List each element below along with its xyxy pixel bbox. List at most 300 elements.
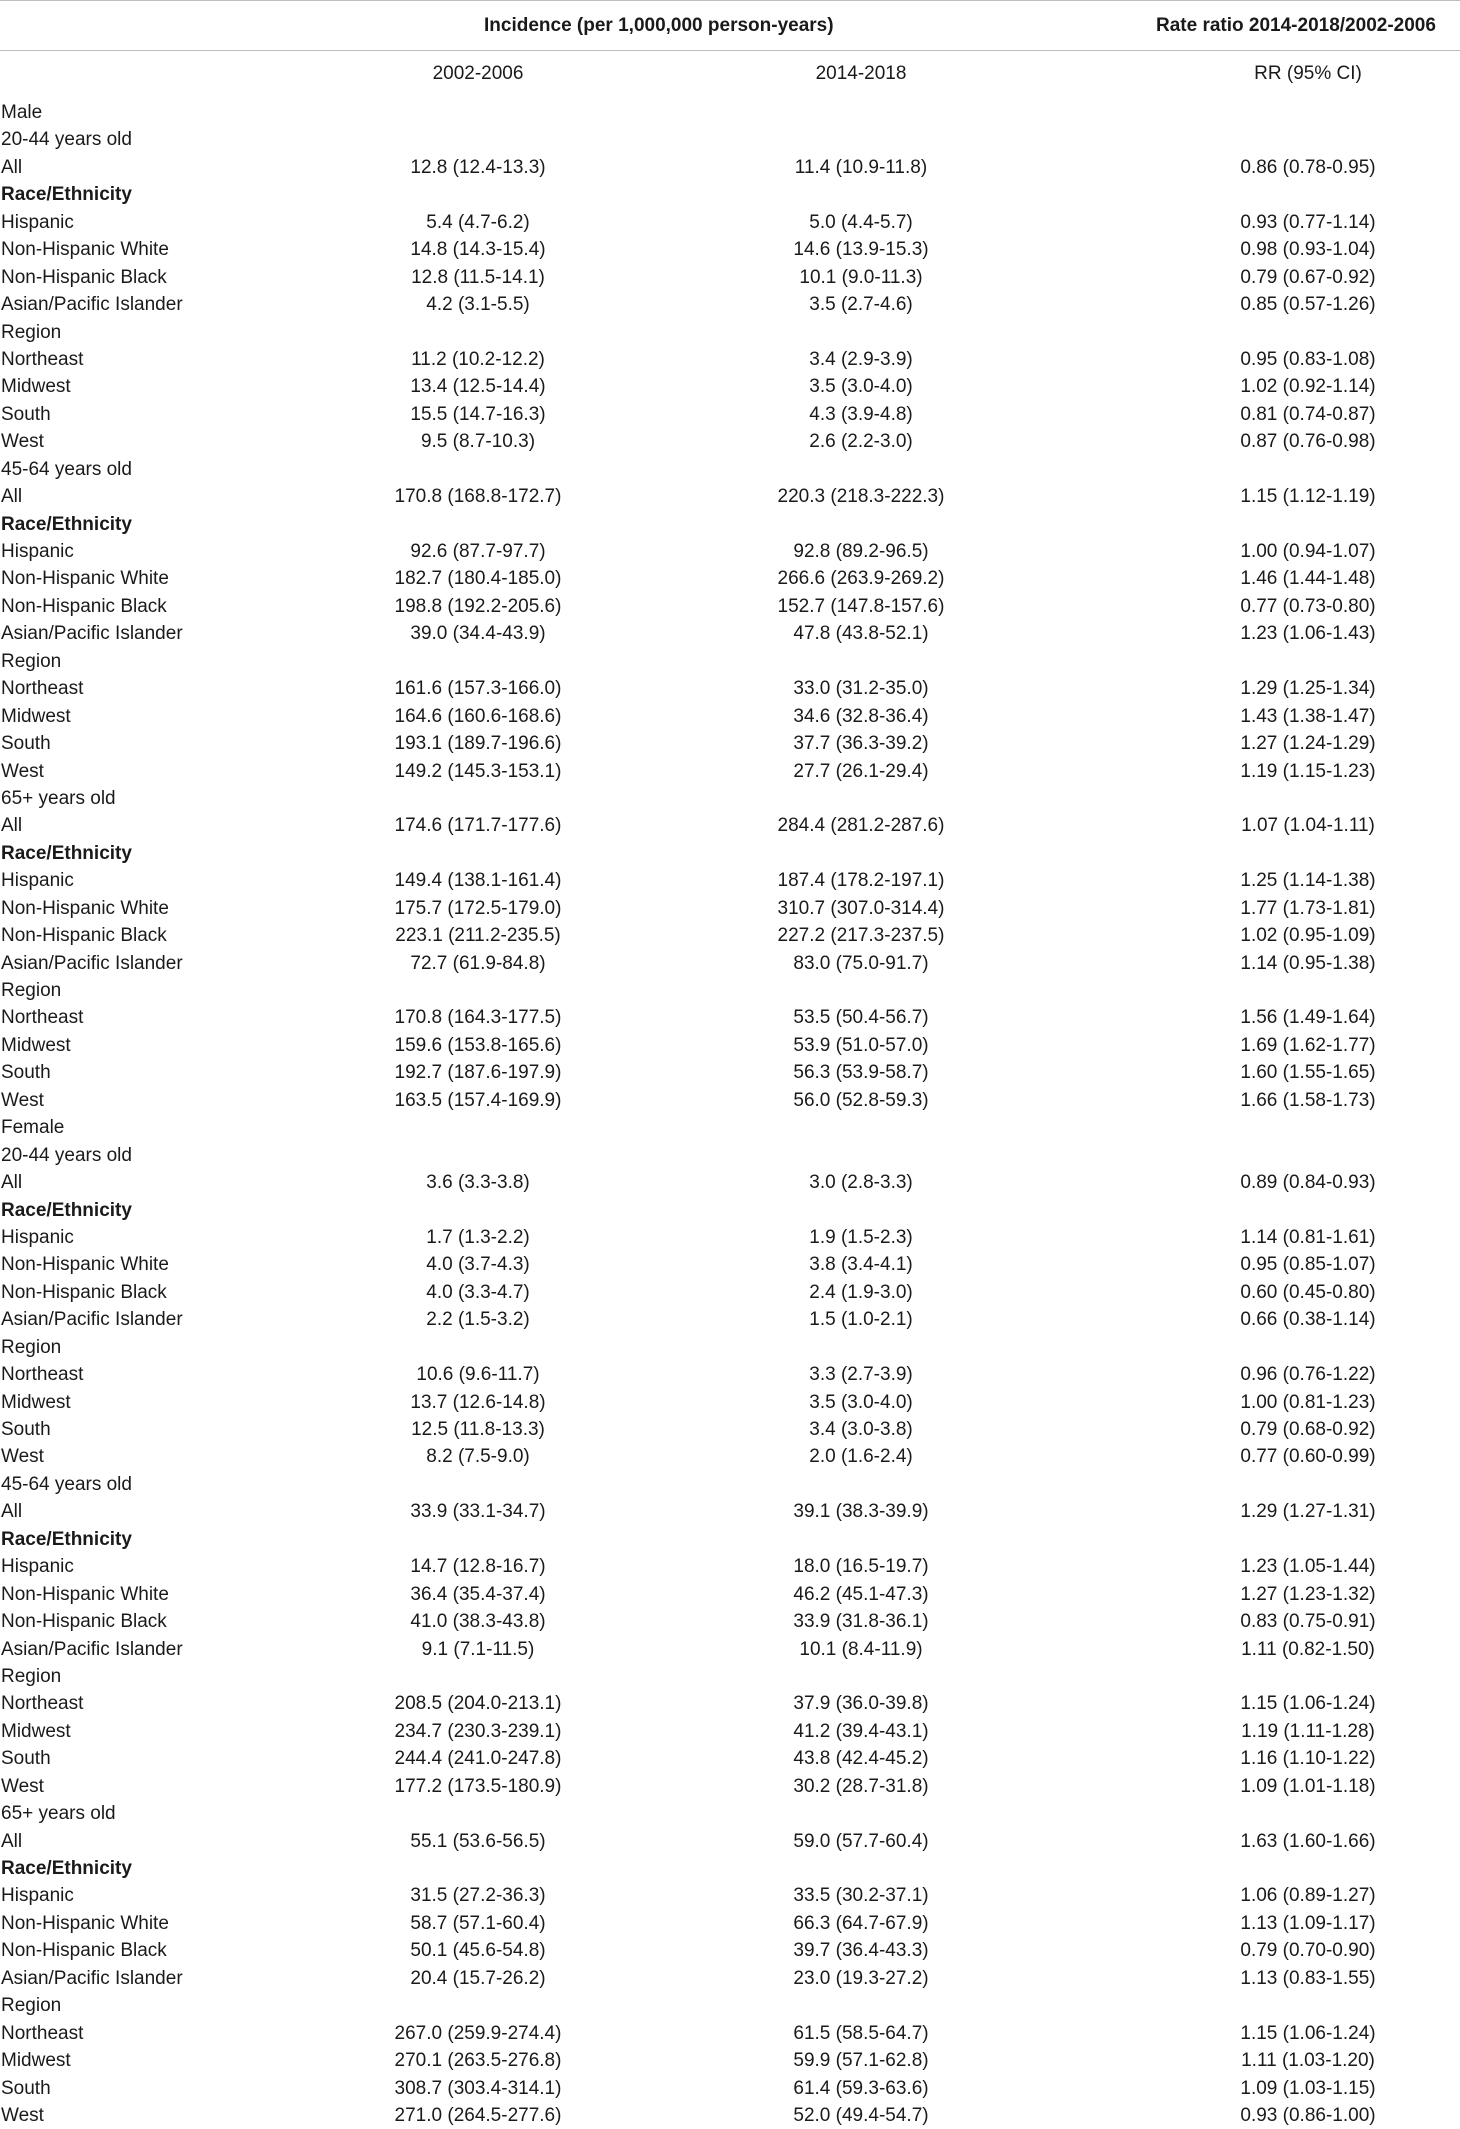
table-row <box>0 1224 1460 1251</box>
row-label: 65+ years old <box>1 1803 116 1825</box>
table-row <box>0 1992 1460 2019</box>
cell-2014-2018: 33.9 (31.8-36.1) <box>793 1611 929 1633</box>
cell-2002-2006: 13.7 (12.6-14.8) <box>410 1391 546 1413</box>
table-row <box>0 565 1460 592</box>
table-row <box>0 840 1460 867</box>
row-label: Non-Hispanic Black <box>1 1281 167 1303</box>
table-row <box>0 209 1460 236</box>
cell-rr: 1.60 (1.55-1.65) <box>1240 1062 1376 1084</box>
cell-2014-2018: 56.0 (52.8-59.3) <box>793 1089 929 1111</box>
cell-2002-2006: 198.8 (192.2-205.6) <box>394 595 562 617</box>
cell-2014-2018: 3.3 (2.7-3.9) <box>809 1364 913 1386</box>
cell-2014-2018: 30.2 (28.7-31.8) <box>793 1775 929 1797</box>
table-row <box>0 1910 1460 1937</box>
cell-2002-2006: 14.7 (12.8-16.7) <box>410 1556 546 1578</box>
row-label: Race/Ethnicity <box>1 513 132 535</box>
table-row <box>0 1498 1460 1525</box>
table-row <box>0 730 1460 757</box>
cell-2014-2018: 56.3 (53.9-58.7) <box>793 1062 929 1084</box>
row-label: Midwest <box>1 1034 71 1056</box>
cell-rr: 0.85 (0.57-1.26) <box>1240 294 1376 316</box>
cell-2014-2018: 220.3 (218.3-222.3) <box>777 486 945 508</box>
table-row <box>0 1279 1460 1306</box>
row-label: Asian/Pacific Islander <box>1 952 183 974</box>
cell-rr: 1.16 (1.10-1.22) <box>1240 1748 1376 1770</box>
row-label: 65+ years old <box>1 787 116 809</box>
table-row <box>0 1745 1460 1772</box>
row-label: West <box>1 2104 44 2126</box>
cell-2014-2018: 59.9 (57.1-62.8) <box>793 2050 929 2072</box>
row-label: Non-Hispanic Black <box>1 925 167 947</box>
row-label: Hispanic <box>1 541 74 562</box>
cell-2002-2006: 175.7 (172.5-179.0) <box>394 897 562 919</box>
cell-2002-2006: 72.7 (61.9-84.8) <box>410 952 546 974</box>
cell-rr: 0.77 (0.73-0.80) <box>1240 595 1376 617</box>
cell-rr: 1.29 (1.27-1.31) <box>1240 1501 1376 1523</box>
cell-2002-2006: 270.1 (263.5-276.8) <box>394 2050 562 2072</box>
cell-rr: 1.11 (0.82-1.50) <box>1241 1638 1375 1660</box>
cell-2014-2018: 23.0 (19.3-27.2) <box>793 1967 929 1989</box>
table-row <box>0 1581 1460 1608</box>
cell-2014-2018: 10.1 (8.4-11.9) <box>799 1638 923 1660</box>
cell-rr: 1.15 (1.06-1.24) <box>1240 2022 1376 2044</box>
table-row <box>0 1142 1460 1169</box>
table-row <box>0 99 1460 126</box>
row-label: All <box>1 815 23 837</box>
cell-2014-2018: 4.3 (3.9-4.8) <box>809 403 913 425</box>
cell-rr: 1.56 (1.49-1.64) <box>1240 1007 1376 1029</box>
cell-2002-2006: 31.5 (27.2-36.3) <box>410 1885 546 1907</box>
row-label: South <box>1 1748 51 1770</box>
cell-2014-2018: 1.9 (1.5-2.3) <box>809 1226 913 1248</box>
cell-2014-2018: 39.1 (38.3-39.9) <box>793 1501 929 1523</box>
table-row <box>0 291 1460 318</box>
cell-rr: 0.95 (0.83-1.08) <box>1240 348 1376 370</box>
cell-2014-2018: 266.6 (263.9-269.2) <box>777 568 945 590</box>
cell-2002-2006: 8.2 (7.5-9.0) <box>426 1446 530 1468</box>
cell-rr: 0.79 (0.67-0.92) <box>1240 266 1376 288</box>
cell-rr: 1.27 (1.24-1.29) <box>1240 733 1376 755</box>
table-row <box>0 620 1460 647</box>
row-label: Asian/Pacific Islander <box>1 623 183 645</box>
cell-2002-2006: 13.4 (12.5-14.4) <box>410 376 546 398</box>
table-row <box>0 1663 1460 1690</box>
cell-2014-2018: 92.8 (89.2-96.5) <box>793 541 929 562</box>
cell-2002-2006: 164.6 (160.6-168.6) <box>394 705 562 727</box>
cell-2002-2006: 4.2 (3.1-5.5) <box>426 294 530 316</box>
cell-2002-2006: 14.8 (14.3-15.4) <box>410 239 546 261</box>
table-row <box>0 922 1460 949</box>
table-row <box>0 1169 1460 1196</box>
row-label: Race/Ethnicity <box>1 842 132 864</box>
cell-2014-2018: 61.5 (58.5-64.7) <box>793 2022 929 2044</box>
cell-rr: 0.98 (0.93-1.04) <box>1240 239 1376 261</box>
row-label: Non-Hispanic White <box>1 1583 169 1605</box>
cell-2014-2018: 227.2 (217.3-237.5) <box>777 925 945 947</box>
cell-2002-2006: 4.0 (3.7-4.3) <box>426 1254 530 1276</box>
cell-2014-2018: 53.5 (50.4-56.7) <box>793 1007 929 1029</box>
row-label: West <box>1 1446 44 1468</box>
table-row <box>0 1443 1460 1470</box>
cell-2002-2006: 58.7 (57.1-60.4) <box>410 1912 546 1934</box>
cell-2014-2018: 39.7 (36.4-43.3) <box>793 1940 929 1962</box>
cell-2014-2018: 3.8 (3.4-4.1) <box>809 1254 913 1276</box>
cell-2014-2018: 46.2 (45.1-47.3) <box>793 1583 929 1605</box>
table-row <box>0 154 1460 181</box>
cell-2002-2006: 170.8 (168.8-172.7) <box>394 486 562 508</box>
table-row <box>0 812 1460 839</box>
cell-rr: 0.77 (0.60-0.99) <box>1240 1446 1376 1468</box>
row-label: Region <box>1 650 62 672</box>
cell-rr: 1.11 (1.03-1.20) <box>1241 2050 1375 2072</box>
table-row <box>0 1608 1460 1635</box>
table-row <box>0 1416 1460 1443</box>
cell-2014-2018: 11.4 (10.9-11.8) <box>794 156 928 178</box>
cell-rr: 0.79 (0.70-0.90) <box>1240 1940 1376 1962</box>
cell-2002-2006: 12.8 (11.5-14.1) <box>411 266 545 288</box>
cell-rr: 1.66 (1.58-1.73) <box>1240 1089 1376 1111</box>
row-label: Northeast <box>1 1364 84 1386</box>
cell-rr: 1.63 (1.60-1.66) <box>1240 1830 1376 1852</box>
table-row <box>0 428 1460 455</box>
cell-2002-2006: 9.1 (7.1-11.5) <box>421 1638 535 1660</box>
col-header-2002-2006: 2002-2006 <box>432 63 524 84</box>
table-row <box>0 346 1460 373</box>
row-label: West <box>1 1775 44 1797</box>
cell-rr: 1.23 (1.05-1.44) <box>1240 1556 1376 1578</box>
cell-rr: 0.86 (0.78-0.95) <box>1240 156 1376 178</box>
cell-2014-2018: 61.4 (59.3-63.6) <box>793 2077 929 2099</box>
row-label: South <box>1 403 51 425</box>
row-label: Region <box>1 1336 62 1358</box>
cell-2002-2006: 192.7 (187.6-197.9) <box>394 1062 562 1084</box>
cell-rr: 0.93 (0.86-1.00) <box>1240 2104 1376 2126</box>
table-row <box>0 1306 1460 1333</box>
cell-2002-2006: 170.8 (164.3-177.5) <box>394 1007 562 1029</box>
cell-2014-2018: 83.0 (75.0-91.7) <box>793 952 929 974</box>
row-label: Non-Hispanic Black <box>1 266 167 288</box>
table-row <box>0 1855 1460 1882</box>
cell-2002-2006: 271.0 (264.5-277.6) <box>394 2104 562 2126</box>
cell-rr: 1.43 (1.38-1.47) <box>1240 705 1376 727</box>
row-label: Northeast <box>1 1693 84 1715</box>
table-row <box>0 181 1460 208</box>
table-row <box>0 483 1460 510</box>
cell-2014-2018: 52.0 (49.4-54.7) <box>793 2104 929 2126</box>
row-label: Non-Hispanic White <box>1 897 169 919</box>
cell-rr: 1.69 (1.62-1.77) <box>1240 1034 1376 1056</box>
row-label: Female <box>1 1117 65 1139</box>
row-label: Midwest <box>1 705 71 727</box>
cell-2014-2018: 59.0 (57.7-60.4) <box>793 1830 929 1852</box>
row-label: Male <box>1 102 43 123</box>
row-label: Non-Hispanic White <box>1 239 169 261</box>
cell-2014-2018: 3.4 (2.9-3.9) <box>809 348 913 370</box>
cell-rr: 0.93 (0.77-1.14) <box>1240 211 1376 233</box>
table-row <box>0 511 1460 538</box>
row-label: All <box>1 486 23 508</box>
row-label: Race/Ethnicity <box>1 184 132 206</box>
table-subheader <box>0 51 1460 99</box>
table-row <box>0 1690 1460 1717</box>
row-label: Asian/Pacific Islander <box>1 1309 183 1331</box>
row-label: 45-64 years old <box>1 1473 132 1495</box>
table-row <box>0 1526 1460 1553</box>
table-row <box>0 1965 1460 1992</box>
table-row <box>0 895 1460 922</box>
rate-ratio-header: Rate ratio 2014-2018/2002-2006 <box>1156 15 1436 36</box>
table-row <box>0 867 1460 894</box>
row-label: South <box>1 2077 51 2099</box>
table-row <box>0 785 1460 812</box>
cell-2014-2018: 2.6 (2.2-3.0) <box>809 431 913 453</box>
table-row <box>0 648 1460 675</box>
cell-rr: 1.29 (1.25-1.34) <box>1240 678 1376 700</box>
row-label: Non-Hispanic White <box>1 568 169 590</box>
table-row <box>0 1773 1460 1800</box>
table-row <box>0 264 1460 291</box>
col-header-2014-2018: 2014-2018 <box>815 63 907 84</box>
table-row <box>0 538 1460 565</box>
cell-2014-2018: 27.7 (26.1-29.4) <box>793 760 929 782</box>
cell-2002-2006: 149.2 (145.3-153.1) <box>394 760 562 782</box>
row-label: South <box>1 733 51 755</box>
cell-rr: 1.77 (1.73-1.81) <box>1240 897 1376 919</box>
cell-2014-2018: 3.0 (2.8-3.3) <box>809 1172 913 1194</box>
cell-2014-2018: 284.4 (281.2-287.6) <box>777 815 945 837</box>
cell-2014-2018: 37.7 (36.3-39.2) <box>793 733 929 755</box>
cell-rr: 0.79 (0.68-0.92) <box>1240 1419 1376 1440</box>
row-label: 20-44 years old <box>1 1144 132 1166</box>
table-row <box>0 758 1460 785</box>
cell-2002-2006: 15.5 (14.7-16.3) <box>410 403 546 425</box>
cell-rr: 1.02 (0.92-1.14) <box>1240 376 1376 398</box>
cell-2002-2006: 33.9 (33.1-34.7) <box>410 1501 546 1523</box>
table-row <box>0 373 1460 400</box>
cell-2002-2006: 208.5 (204.0-213.1) <box>394 1693 562 1715</box>
cell-rr: 0.81 (0.74-0.87) <box>1240 403 1376 425</box>
table-row <box>0 1389 1460 1416</box>
row-label: West <box>1 431 44 453</box>
row-label: 45-64 years old <box>1 458 132 480</box>
col-header-rr: RR (95% CI) <box>1254 63 1362 84</box>
cell-2002-2006: 234.7 (230.3-239.1) <box>394 1720 562 1742</box>
row-label: Non-Hispanic White <box>1 1254 169 1276</box>
cell-2002-2006: 36.4 (35.4-37.4) <box>410 1583 546 1605</box>
table-row <box>0 126 1460 153</box>
row-label: Northeast <box>1 1007 84 1029</box>
row-label: Hispanic <box>1 1226 74 1248</box>
cell-rr: 1.46 (1.44-1.48) <box>1240 568 1376 590</box>
cell-rr: 1.13 (1.09-1.17) <box>1240 1912 1376 1934</box>
cell-rr: 1.13 (0.83-1.55) <box>1240 1967 1376 1989</box>
row-label: Midwest <box>1 1720 71 1742</box>
row-label: All <box>1 156 23 178</box>
row-label: Asian/Pacific Islander <box>1 1638 183 1660</box>
cell-rr: 1.19 (1.15-1.23) <box>1240 760 1376 782</box>
cell-2014-2018: 53.9 (51.0-57.0) <box>793 1034 929 1056</box>
cell-2002-2006: 11.2 (10.2-12.2) <box>411 348 545 370</box>
row-label: Asian/Pacific Islander <box>1 1967 183 1989</box>
table-row <box>0 1197 1460 1224</box>
table-row <box>0 401 1460 428</box>
cell-rr: 1.06 (0.89-1.27) <box>1240 1885 1376 1907</box>
row-label: Race/Ethnicity <box>1 1858 132 1879</box>
row-label: Hispanic <box>1 870 74 892</box>
row-label: West <box>1 760 44 782</box>
row-label: All <box>1 1830 23 1852</box>
row-label: Non-Hispanic Black <box>1 1611 167 1633</box>
cell-2002-2006: 149.4 (138.1-161.4) <box>394 870 562 892</box>
cell-2002-2006: 182.7 (180.4-185.0) <box>394 568 562 590</box>
cell-2014-2018: 152.7 (147.8-157.6) <box>777 595 945 617</box>
row-label: All <box>1 1172 23 1194</box>
table-row <box>0 1361 1460 1388</box>
cell-2014-2018: 2.0 (1.6-2.4) <box>809 1446 913 1468</box>
cell-2002-2006: 308.7 (303.4-314.1) <box>394 2077 562 2099</box>
cell-rr: 1.09 (1.01-1.18) <box>1240 1775 1376 1797</box>
row-label: Hispanic <box>1 211 74 233</box>
cell-2002-2006: 9.5 (8.7-10.3) <box>420 431 536 453</box>
cell-rr: 1.00 (0.94-1.07) <box>1240 541 1376 562</box>
row-label: South <box>1 1062 51 1084</box>
cell-2002-2006: 223.1 (211.2-235.5) <box>395 925 561 947</box>
row-label: West <box>1 1089 44 1111</box>
table-row <box>0 319 1460 346</box>
cell-2002-2006: 163.5 (157.4-169.9) <box>394 1089 562 1111</box>
cell-rr: 0.96 (0.76-1.22) <box>1240 1364 1376 1386</box>
row-label: All <box>1 1501 23 1523</box>
row-label: Asian/Pacific Islander <box>1 294 183 316</box>
row-label: Northeast <box>1 348 84 370</box>
table-row <box>0 2047 1460 2074</box>
cell-2002-2006: 244.4 (241.0-247.8) <box>394 1748 562 1770</box>
cell-rr: 1.00 (0.81-1.23) <box>1240 1391 1376 1413</box>
row-label: Hispanic <box>1 1556 74 1578</box>
table-row <box>0 2102 1460 2129</box>
row-label: Region <box>1 1995 62 2017</box>
table-row <box>0 1114 1460 1141</box>
row-label: Non-Hispanic Black <box>1 1940 167 1962</box>
table-header <box>0 0 1460 51</box>
cell-rr: 1.15 (1.12-1.19) <box>1240 486 1376 508</box>
cell-2002-2006: 12.5 (11.8-13.3) <box>411 1419 545 1440</box>
cell-2002-2006: 177.2 (173.5-180.9) <box>394 1775 562 1797</box>
table-row <box>0 1553 1460 1580</box>
cell-2014-2018: 43.8 (42.4-45.2) <box>793 1748 929 1770</box>
table-row <box>0 236 1460 263</box>
cell-rr: 0.89 (0.84-0.93) <box>1240 1172 1376 1194</box>
cell-2002-2006: 5.4 (4.7-6.2) <box>426 211 530 233</box>
cell-2002-2006: 10.6 (9.6-11.7) <box>416 1364 540 1386</box>
cell-2002-2006: 55.1 (53.6-56.5) <box>410 1830 546 1852</box>
table-row <box>0 1251 1460 1278</box>
cell-rr: 1.14 (0.81-1.61) <box>1240 1226 1376 1248</box>
cell-2014-2018: 33.0 (31.2-35.0) <box>793 678 929 700</box>
cell-2014-2018: 5.0 (4.4-5.7) <box>809 211 913 233</box>
cell-2014-2018: 3.5 (2.7-4.6) <box>809 294 913 316</box>
cell-2002-2006: 12.8 (12.4-13.3) <box>410 156 546 178</box>
cell-rr: 0.60 (0.45-0.80) <box>1240 1281 1376 1303</box>
cell-2014-2018: 310.7 (307.0-314.4) <box>777 897 945 919</box>
table-row <box>0 1059 1460 1086</box>
table-row <box>0 1937 1460 1964</box>
cell-rr: 1.27 (1.23-1.32) <box>1240 1583 1376 1605</box>
cell-2002-2006: 193.1 (189.7-196.6) <box>394 733 562 755</box>
cell-2002-2006: 39.0 (34.4-43.9) <box>410 623 546 645</box>
cell-2002-2006: 92.6 (87.7-97.7) <box>410 541 546 562</box>
table-row <box>0 675 1460 702</box>
cell-2002-2006: 2.2 (1.5-3.2) <box>426 1309 530 1331</box>
table-row <box>0 1032 1460 1059</box>
cell-2014-2018: 1.5 (1.0-2.1) <box>809 1309 913 1331</box>
cell-2002-2006: 1.7 (1.3-2.2) <box>426 1226 530 1248</box>
cell-2002-2006: 20.4 (15.7-26.2) <box>410 1967 546 1989</box>
cell-2002-2006: 159.6 (153.8-165.6) <box>394 1034 562 1056</box>
cell-rr: 1.23 (1.06-1.43) <box>1240 623 1376 645</box>
row-label: Northeast <box>1 2022 84 2044</box>
row-label: Non-Hispanic White <box>1 1912 169 1934</box>
cell-2002-2006: 174.6 (171.7-177.6) <box>394 815 562 837</box>
cell-2002-2006: 41.0 (38.3-43.8) <box>410 1611 546 1633</box>
row-label: 20-44 years old <box>1 129 132 151</box>
cell-2014-2018: 3.5 (3.0-4.0) <box>809 1391 913 1413</box>
cell-2014-2018: 10.1 (9.0-11.3) <box>799 266 923 288</box>
cell-rr: 1.14 (0.95-1.38) <box>1240 952 1376 974</box>
cell-2002-2006: 4.0 (3.3-4.7) <box>426 1281 530 1303</box>
incidence-header: Incidence (per 1,000,000 person-years) <box>484 15 834 36</box>
cell-2014-2018: 187.4 (178.2-197.1) <box>777 870 945 892</box>
cell-2014-2018: 33.5 (30.2-37.1) <box>793 1885 929 1907</box>
row-label: Region <box>1 1665 62 1687</box>
cell-2002-2006: 3.6 (3.3-3.8) <box>426 1172 530 1194</box>
cell-rr: 0.95 (0.85-1.07) <box>1240 1254 1376 1276</box>
table-row <box>0 950 1460 977</box>
table-row <box>0 2075 1460 2102</box>
row-label: South <box>1 1419 51 1440</box>
cell-2002-2006: 267.0 (259.9-274.4) <box>394 2022 562 2044</box>
table-row <box>0 593 1460 620</box>
table-row <box>0 703 1460 730</box>
cell-2014-2018: 47.8 (43.8-52.1) <box>793 623 929 645</box>
cell-rr: 0.87 (0.76-0.98) <box>1240 431 1376 453</box>
cell-2014-2018: 3.5 (3.0-4.0) <box>809 376 913 398</box>
cell-2014-2018: 3.4 (3.0-3.8) <box>809 1419 913 1440</box>
cell-rr: 1.09 (1.03-1.15) <box>1240 2077 1376 2099</box>
table-row <box>0 977 1460 1004</box>
cell-2014-2018: 37.9 (36.0-39.8) <box>793 1693 929 1715</box>
cell-rr: 1.19 (1.11-1.28) <box>1241 1720 1375 1742</box>
table-row <box>0 1636 1460 1663</box>
cell-2014-2018: 41.2 (39.4-43.1) <box>793 1720 929 1742</box>
row-label: Northeast <box>1 678 84 700</box>
cell-2014-2018: 2.4 (1.9-3.0) <box>809 1281 913 1303</box>
table-row <box>0 1334 1460 1361</box>
table-row <box>0 1828 1460 1855</box>
cell-2002-2006: 161.6 (157.3-166.0) <box>394 678 562 700</box>
row-label: Region <box>1 980 62 1001</box>
table-row <box>0 1800 1460 1827</box>
cell-2014-2018: 14.6 (13.9-15.3) <box>793 239 929 261</box>
row-label: Race/Ethnicity <box>1 1528 132 1550</box>
cell-rr: 0.66 (0.38-1.14) <box>1240 1309 1376 1331</box>
row-label: Midwest <box>1 376 71 398</box>
table-body <box>0 99 1460 2129</box>
row-label: Race/Ethnicity <box>1 1199 132 1221</box>
row-label: Midwest <box>1 1391 71 1413</box>
table-row <box>0 1004 1460 1031</box>
cell-2014-2018: 66.3 (64.7-67.9) <box>793 1912 929 1934</box>
